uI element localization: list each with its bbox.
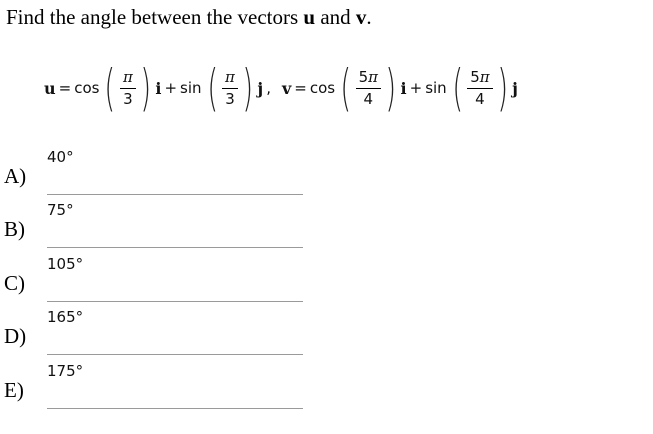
choice-value: 75° (47, 201, 74, 219)
choice-value: 165° (47, 308, 84, 326)
right-paren-icon: ) (140, 59, 151, 117)
vector-formula (44, 56, 518, 120)
formula-cos-u: cos (74, 79, 100, 97)
fraction-numerator (467, 69, 492, 88)
fraction-numerator: π (225, 67, 235, 86)
fraction-5pi-over-4-b (467, 69, 492, 108)
numerator-coefficient: 5 (470, 67, 480, 86)
formula-equals-u: = (58, 79, 72, 97)
answer-underline (47, 408, 303, 409)
formula-cos-v: cos (309, 79, 336, 97)
numerator-pi: π (368, 67, 379, 86)
answer-underline (47, 194, 303, 195)
formula-i-symbol-v: i (400, 78, 407, 98)
numerator-coefficient: 5 (358, 67, 369, 86)
left-paren-icon: ( (452, 59, 463, 117)
choice-letter: C) (4, 271, 25, 295)
choice-letter: E) (4, 378, 24, 402)
left-paren-icon: ( (206, 59, 218, 117)
formula-j-symbol-v: j (512, 78, 518, 98)
answer-underline (47, 354, 303, 355)
choice-b[interactable] (0, 201, 320, 251)
question-suffix: . (366, 5, 372, 29)
fraction-numerator: π (122, 67, 133, 86)
fraction-denominator: 3 (123, 89, 133, 108)
question-prefix: Find the angle between the vectors (6, 5, 304, 29)
numerator-pi: π (479, 67, 490, 86)
fraction-denominator: 3 (225, 89, 235, 108)
right-paren-icon: ) (242, 59, 254, 117)
choice-e[interactable] (0, 362, 320, 412)
answer-underline (47, 301, 303, 302)
choice-c[interactable] (0, 255, 320, 305)
choice-letter: D) (4, 324, 27, 348)
vector-v-label: v (355, 5, 367, 29)
choice-a[interactable] (0, 148, 320, 198)
right-paren-icon: ) (497, 59, 508, 117)
formula-equals-v: = (294, 79, 307, 97)
vector-u-label: u (303, 5, 316, 29)
formula-comma: , (266, 79, 271, 97)
formula-sin-v: sin (425, 79, 447, 97)
formula-plus-u: + (164, 79, 178, 97)
left-paren-icon: ( (104, 59, 116, 117)
question-text (6, 5, 372, 30)
choice-letter: B) (4, 217, 25, 241)
formula-plus-v: + (409, 79, 423, 97)
right-paren-icon: ) (385, 59, 397, 117)
formula-sin-u: sin (180, 79, 202, 97)
fraction-denominator: 4 (363, 89, 374, 108)
formula-i-symbol-u: i (155, 78, 162, 98)
fraction-5pi-over-4-a (356, 69, 381, 108)
left-paren-icon: ( (340, 59, 352, 117)
fraction-pi-over-3-b (222, 69, 238, 108)
choice-value: 40° (47, 148, 74, 166)
choice-value: 175° (47, 362, 84, 380)
choice-d[interactable] (0, 308, 320, 358)
choice-value: 105° (47, 255, 84, 273)
fraction-numerator (356, 69, 381, 88)
answer-underline (47, 247, 303, 248)
formula-v-symbol: v (281, 78, 292, 98)
formula-u-symbol: u (44, 78, 56, 98)
fraction-pi-over-3-a (120, 69, 136, 108)
question-and: and (315, 5, 356, 29)
choice-letter: A) (4, 164, 27, 188)
formula-j-symbol-u: j (257, 78, 264, 98)
fraction-denominator: 4 (475, 89, 485, 108)
